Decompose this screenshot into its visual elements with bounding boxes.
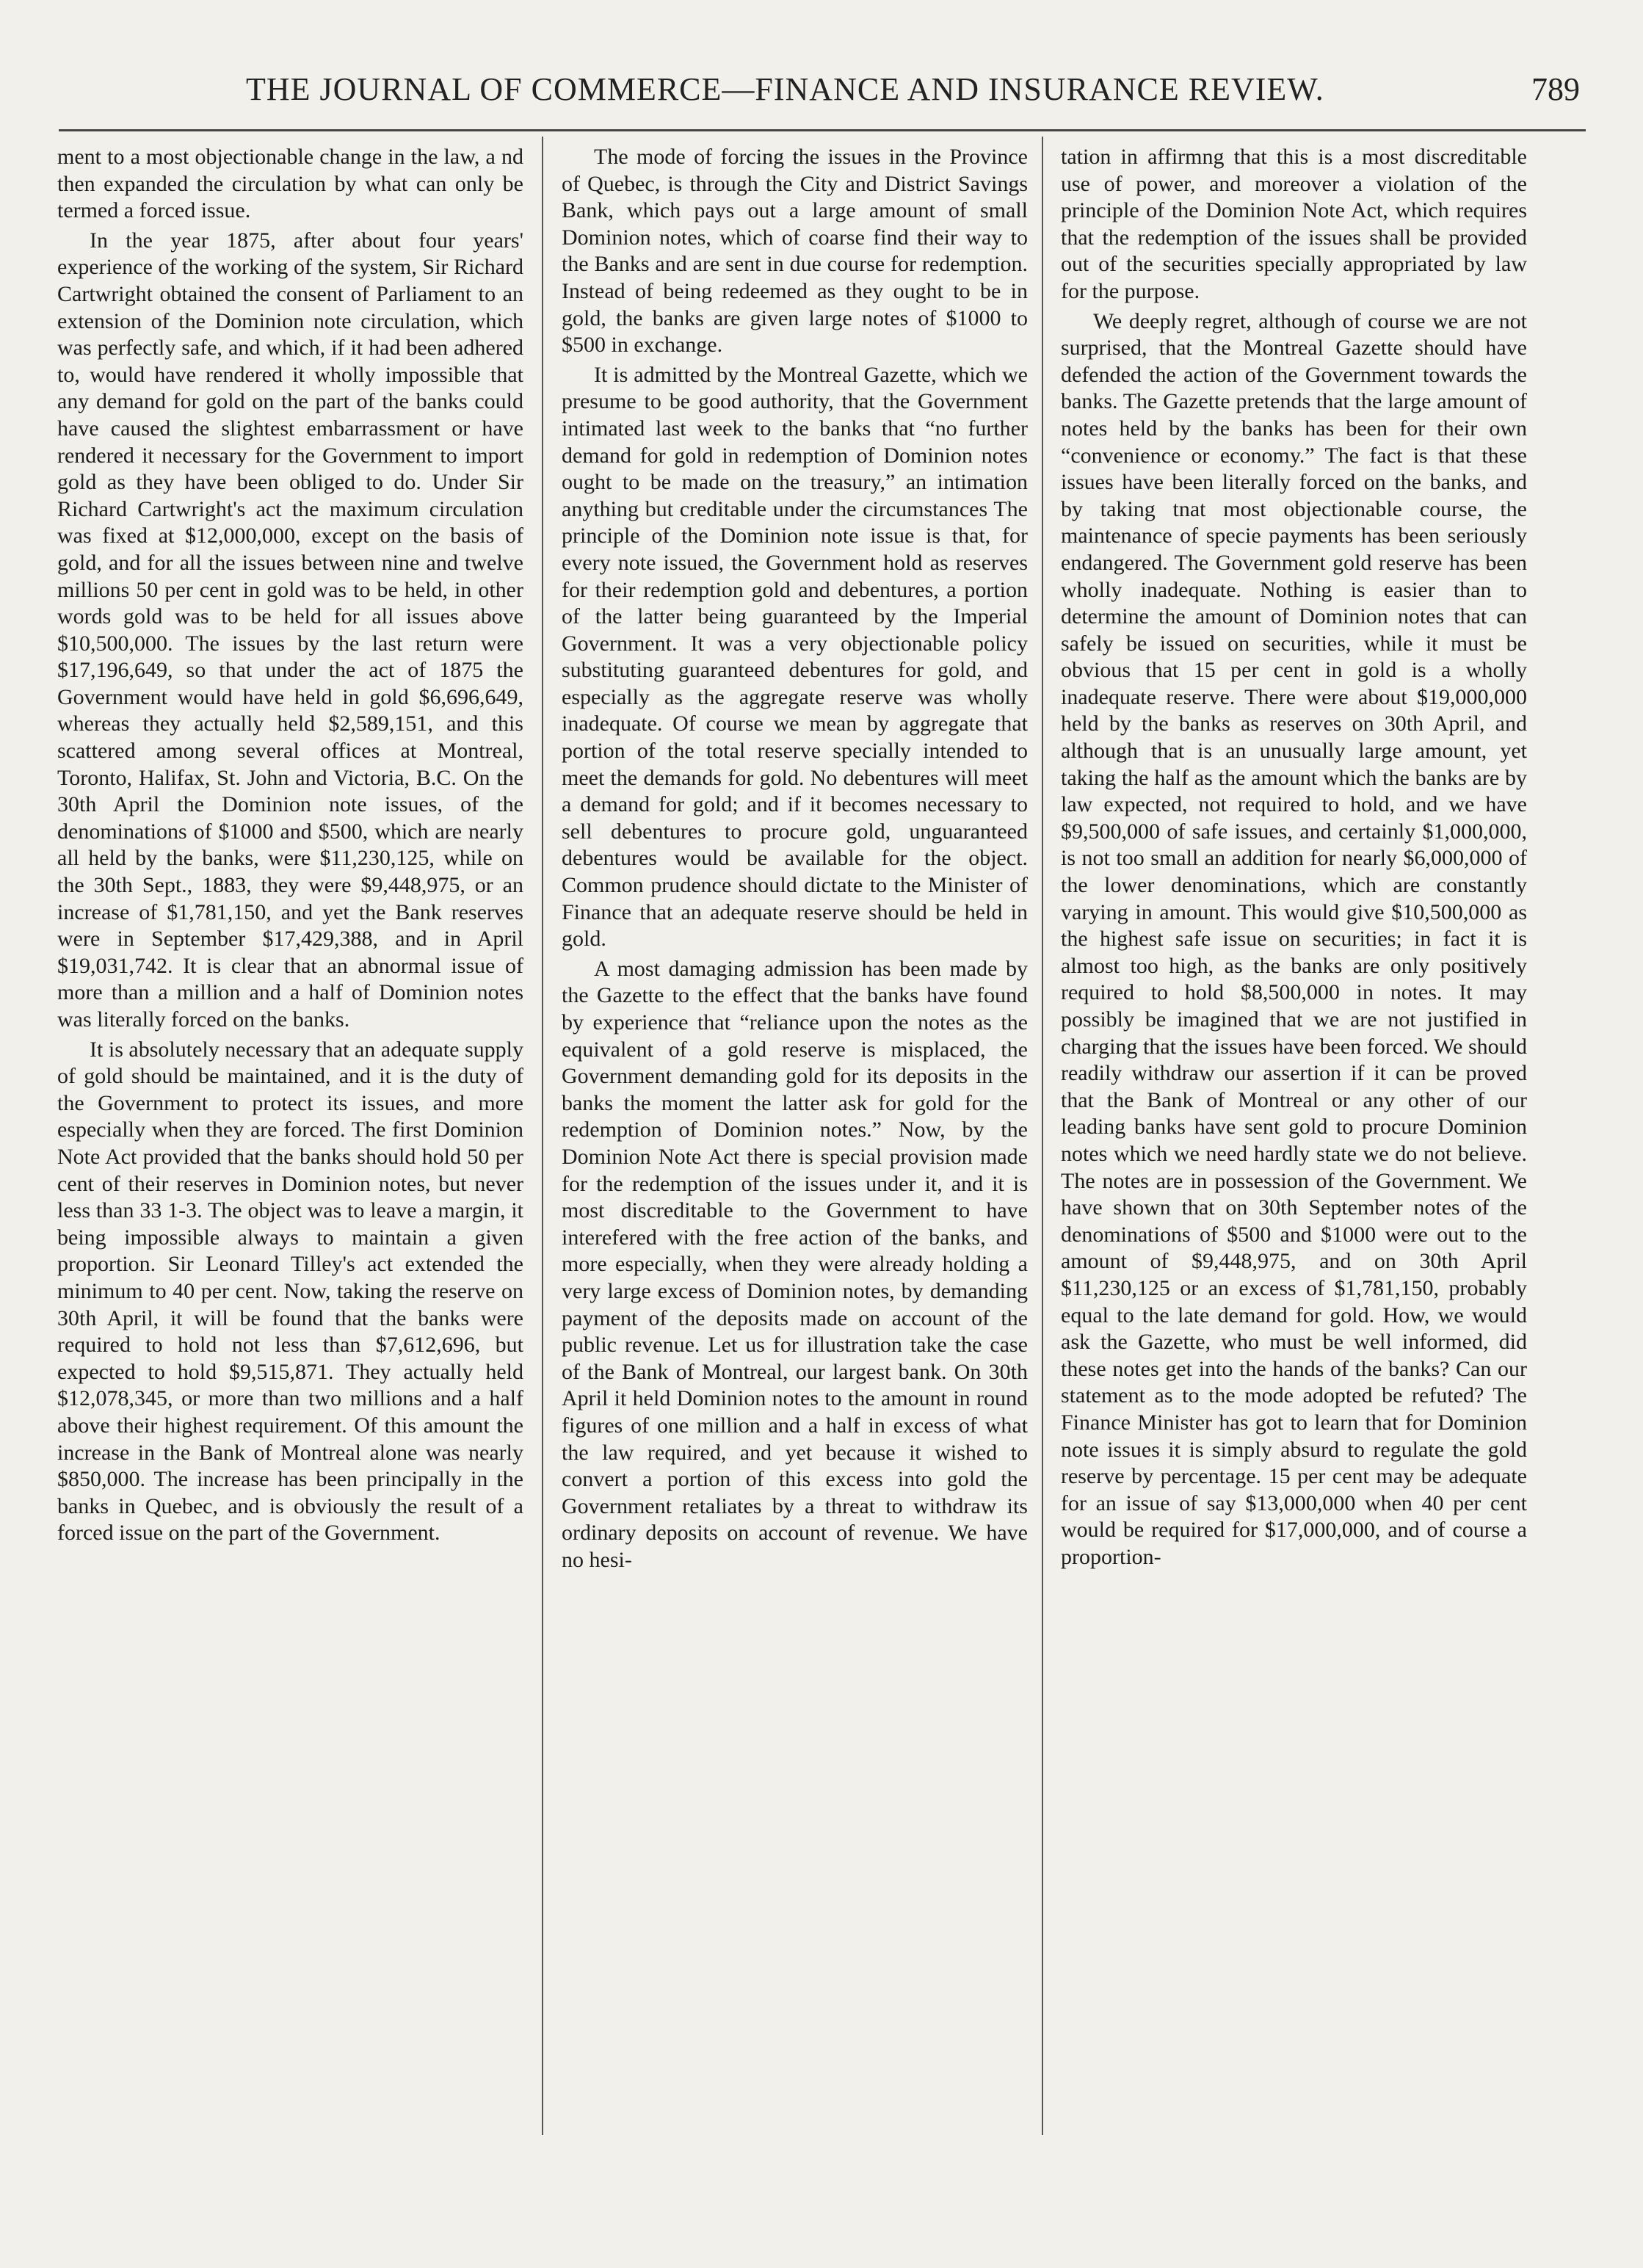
column-divider (542, 137, 543, 2135)
article-column-3 (1061, 144, 1527, 1570)
paragraph: tation in affirmng that this is a most discreditable use of power, and moreover a violation of the principle of the Dominion Note Act, which requires that the redemption of the issues shall be provided out of the securities specially appropriated by law for the purpose. (1061, 145, 1527, 303)
running-head (59, 70, 1586, 122)
paragraph: It is absolutely necessary that an adequate supply of gold should be maintained, and it is the duty of the Government to protect its issues, and more especially when they are forced. The first Dominion Note Act provided that the banks should hold 50 per cent of their reserves in Dominion notes, but never less than 33 1-3. The object was to leave a margin, it being impossible always to maintain a given proportion. Sir Leonard Tilley's act extended the minimum to 40 per cent. Now, taking the reserve on 30th April, it will be found that the banks were required to hold not less than $7,612,696, but expected to hold $9,515,871. They actually held $12,078,345, or more than two millions and a half above their highest requirement. Of this amount the increase in the Bank of Montreal alone was nearly $850,000. The increase has been principally in the banks in Quebec, and is obviously the result of a forced issue on the part of the Government. (57, 1037, 523, 1546)
column-divider (1042, 137, 1043, 2135)
paragraph: In the year 1875, after about four years' experience of the working of the system, Sir Richard Cartwright obtained the consent of Parliament to an extension of the Dominion note circulation, which was perfectly safe, and which, if it had been adhered to, would have rendered it wholly impossible that any demand for gold on the part of the banks could have caused the slightest embarrassment or have rendered it necessary for the Government to import gold as they have been obliged to do. Under Sir Richard Cartwright's act the maximum circulation was fixed at $12,000,000, except on the basis of gold, and for all the issues between nine and twelve millions 50 per cent in gold was to be held, in other words gold was to be held for all issues above $10,500,000. The issues by the last return were $17,196,649, so that under the act of 1875 the Government would have held in gold $6,696,649, whereas they actually held $2,589,151, and this scattered among several offices at Montreal, Toronto, Halifax, St. John and Victoria, B.C. On the 30th April the Dominion note issues, of the denominations of $1000 and $500, which are nearly all held by the banks, were $11,230,125, while on the 30th Sept., 1883, they were $9,448,975, or an increase of $1,781,150, and yet the Bank reserves were in September $17,429,388, and in April $19,031,742. It is clear that an abnormal issue of more than a million and a half of Dominion notes was literally forced on the banks. (57, 228, 523, 1032)
article-column-1 (57, 144, 523, 1547)
paragraph: It is admitted by the Montreal Gazette, which we presume to be good authority, that the Government intimated last week to the banks that “no further demand for gold in redemption of Dominion notes ought to be made on the treasury,” an intimation anything but creditable under the circumstances The principle of the Dominion note issue is that, for every note issued, the Government hold as reserves for their redemption gold and debentures, a portion of the latter being guaranteed by the Imperial Government. It was a very objectionable policy substituting guaranteed debentures for gold, and especially as the aggregate reserve was wholly inadequate. Of course we mean by aggregate that portion of the total reserve specially intended to meet the demands for gold. No debentures will meet a demand for gold; and if it becomes necessary to sell debentures to procure gold, unguaranteed debentures would be available for the object. Common prudence should dictate to the Minister of Finance that an adequate reserve should be held in gold. (562, 362, 1028, 952)
article-column-2 (562, 144, 1028, 1573)
journal-title: THE JOURNAL OF COMMERCE—FINANCE AND INSURANCE REVIEW. (246, 71, 1324, 107)
paragraph: The mode of forcing the issues in the Province of Quebec, is through the City and District Savings Bank, which pays out a large amount of small Dominion notes, which of coarse find their way to the Banks and are sent in due course for redemption. Instead of being redeemed as they ought to be in gold, the banks are given large notes of $1000 to $500 in exchange. (562, 145, 1028, 358)
paragraph: We deeply regret, although of course we are not surprised, that the Montreal Gazette should have defended the action of the Government towards the banks. The Gazette pretends that the large amount of notes held by the banks has been for their own “convenience or economy.” The fact is that these issues have been literally forced on the banks, and by taking tnat most objectionable course, the maintenance of specie payments has been seriously endangered. The Government gold reserve has been wholly inadequate. Nothing is easier than to determine the amount of Dominion notes that can safely be issued on securities, while it must be obvious that 15 per cent in gold is a wholly inadequate reserve. There were about $19,000,000 held by the banks as reserves on 30th April, and although that is an unusually large amount, yet taking the half as the amount which the banks are by law expected, not required to hold, and we have $9,500,000 of safe issues, and certainly $1,000,000, is not too small an addition for nearly $6,000,000 of the lower denominations, which are constantly varying in amount. This would give $10,500,000 as the highest safe issue on securities; in fact it is almost too high, as the banks are only positively required to hold $8,500,000 in notes. It may possibly be imagined that we are not justified in charging that the issues have been forced. We should readily withdraw our assertion if it can be proved that the Bank of Montreal or any other of our leading banks have sent gold to procure Dominion notes which we need hardly state we do not believe. The notes are in possession of the Government. We have shown that on 30th September notes of the denominations of $500 and $1000 were out to the amount of $9,448,975, and on 30th April $11,230,125 or an excess of $1,781,150, probably equal to the late demand for gold. How, we would ask the Gazette, who must be well informed, did these notes get into the hands of the banks? Can our statement as to the mode adopted be refuted? The Finance Minister has got to learn that for Dominion note issues it is simply absurd to regulate the gold reserve by percentage. 15 per cent may be adequate for an issue of say $13,000,000 when 40 per cent would be required for $17,000,000, and of course a proportion- (1061, 308, 1527, 1569)
page-number: 789 (1531, 71, 1580, 107)
header-rule (59, 129, 1586, 131)
paragraph: ment to a most objectionable change in the law, a nd then expanded the circulation by what can only be termed a forced issue. (57, 145, 523, 223)
paragraph: A most damaging admission has been made by the Gazette to the effect that the banks have found by experience that “reliance upon the notes as the equivalent of a gold reserve is misplaced, the Government demanding gold for its deposits in the banks the moment the latter ask for gold for the redemption of Dominion notes.” Now, by the Dominion Note Act there is special provision made for the redemption of the issues under it, and it is most discreditable to the Government to have interefered with the free action of the banks, and more especially, when they were already holding a very large excess of Dominion notes, by demanding payment of the deposits made on account of the public revenue. Let us for illustration take the case of the Bank of Montreal, our largest bank. On 30th April it held Dominion notes to the amount in round figures of one million and a half in excess of what the law required, and yet because it wished to convert a portion of this excess into gold the Government retaliates by a threat to withdraw its ordinary deposits on account of revenue. We have no hesi- (562, 956, 1028, 1572)
